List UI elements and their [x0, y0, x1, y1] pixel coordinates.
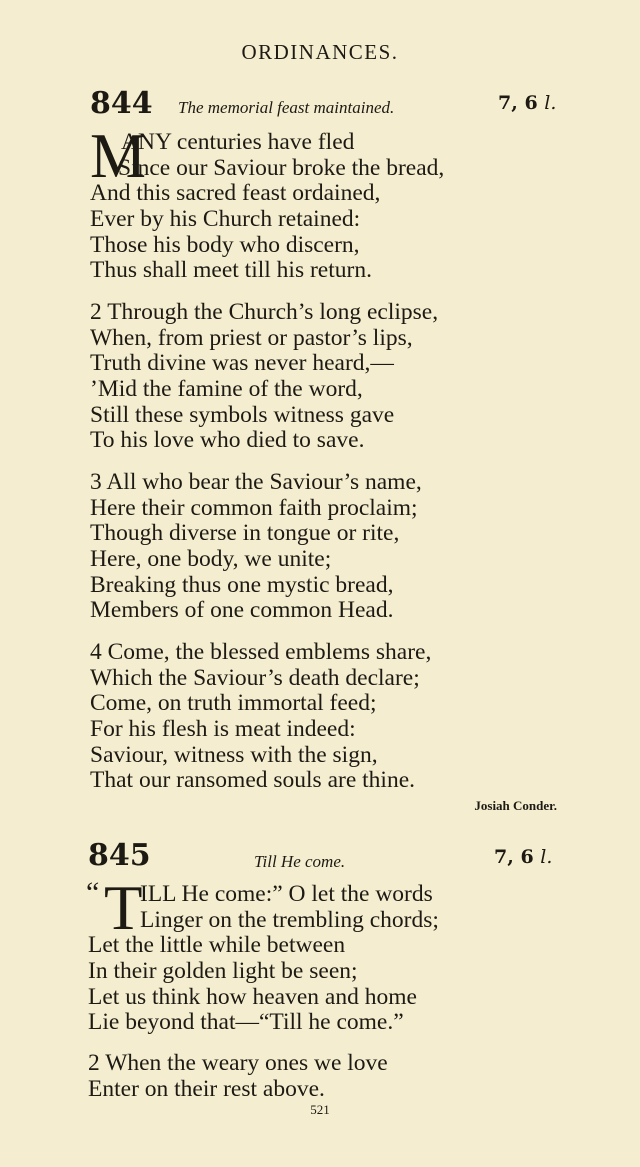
- meter-suffix: l.: [540, 846, 553, 868]
- meter-numbers: 7, 6: [498, 92, 538, 114]
- page-number: 521: [310, 1102, 330, 1117]
- running-head: ORDINANCES.: [241, 40, 399, 64]
- verse-line: Though diverse in tongue or rite,: [90, 520, 400, 547]
- hymn-meter: [498, 92, 556, 114]
- verse-line: Still these symbols witness gave: [90, 401, 395, 428]
- hymn-844-stanza-4: [90, 640, 630, 794]
- meter-suffix: l.: [544, 92, 557, 114]
- open-quote: “: [86, 876, 100, 909]
- verse-line: ILL He come:” O let the words: [140, 881, 433, 907]
- hymn-845-stanza-2: [88, 1051, 628, 1102]
- verse-line: For his flesh is meat indeed:: [90, 716, 356, 743]
- verse-line: When, from priest or pastor’s lips,: [90, 324, 413, 351]
- verse-line: And this sacred feast ordained,: [90, 180, 381, 207]
- verse-line: Members of one common Head.: [90, 597, 394, 624]
- hymn-845-header: [0, 838, 640, 878]
- verse-line: Linger on the trembling chords;: [140, 906, 439, 933]
- hymn-844-stanza-2: [90, 300, 630, 454]
- hymn-title: The memorial feast maintained.: [178, 98, 395, 117]
- verse-line: To his love who died to save.: [90, 427, 365, 454]
- verse-line: Let us think how heaven and home: [88, 983, 417, 1010]
- hymn-number: 845: [88, 838, 151, 873]
- verse-line: Lie beyond that—“Till he come.”: [88, 1009, 404, 1036]
- verse-line: Those his body who discern,: [90, 231, 360, 258]
- hymn-meter: [494, 846, 552, 868]
- hymn-title: Till He come.: [254, 852, 346, 871]
- verse-line: Thus shall meet till his return.: [90, 257, 372, 284]
- verse-line: Ever by his Church retained:: [90, 206, 361, 233]
- drop-cap: M: [90, 121, 147, 191]
- verse-line: Let the little while between: [88, 932, 346, 959]
- verse-line: ’Mid the famine of the word,: [90, 376, 363, 403]
- verse-line: Since our Saviour broke the bread,: [118, 154, 445, 181]
- verse-line: Come, on truth immortal feed;: [90, 690, 377, 717]
- hymn-844-stanza-1: [90, 121, 630, 284]
- verse-line: Here their common faith proclaim;: [90, 494, 418, 521]
- meter-numbers: 7, 6: [494, 846, 534, 868]
- verse-line: 4 Come, the blessed emblems share,: [90, 639, 432, 665]
- verse-line: In their golden light be seen;: [88, 958, 358, 985]
- hymn-844-header: [0, 86, 640, 126]
- verse-line: 2 Through the Church’s long eclipse,: [90, 299, 439, 325]
- hymn-845-stanza-1: [86, 873, 628, 1036]
- verse-line: 3 All who bear the Saviour’s name,: [90, 469, 422, 495]
- verse-line: That our ransomed souls are thine.: [90, 767, 415, 794]
- hymn-author: Josiah Conder.: [474, 798, 557, 813]
- drop-cap: T: [104, 873, 143, 943]
- verse-line: Enter on their rest above.: [88, 1075, 325, 1102]
- verse-line: Here, one body, we unite;: [90, 546, 332, 573]
- verse-line: Saviour, witness with the sign,: [90, 741, 378, 768]
- verse-line: Breaking thus one mystic bread,: [90, 571, 394, 598]
- verse-line: Truth divine was never heard,—: [90, 350, 394, 377]
- hymn-number: 844: [90, 86, 153, 121]
- verse-line: 2 When the weary ones we love: [88, 1050, 388, 1076]
- verse-line: ANY centuries have fled: [121, 129, 355, 155]
- verse-line: Which the Saviour’s death declare;: [90, 664, 420, 691]
- hymn-844-stanza-3: [90, 470, 630, 624]
